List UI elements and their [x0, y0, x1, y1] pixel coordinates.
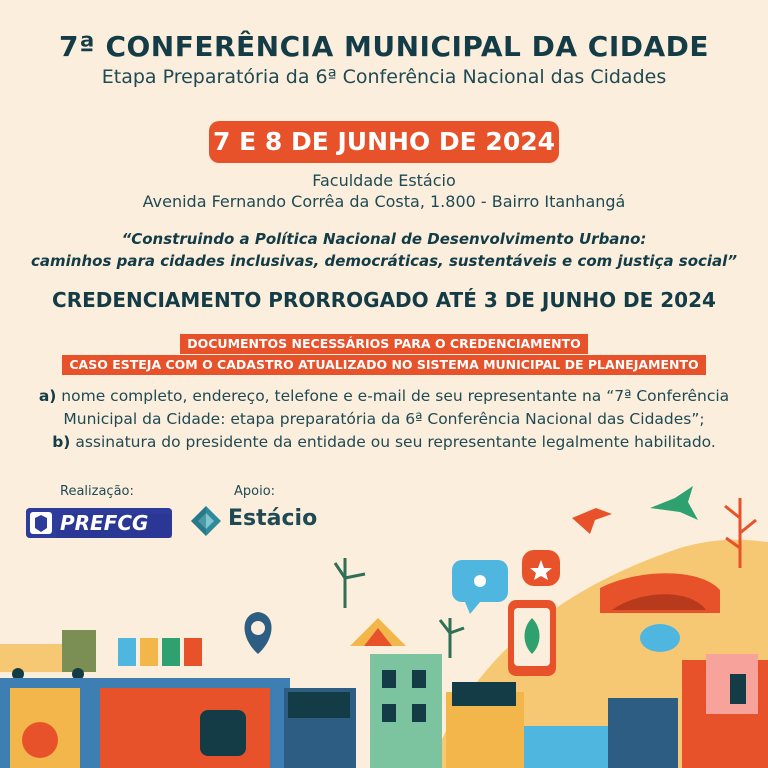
apoio-label: Apoio: [234, 484, 276, 499]
location-pin-icon [245, 612, 272, 654]
page-subtitle: Etapa Preparatória da 6ª Conferência Nacional das Cidades [101, 66, 667, 88]
venue-address: Avenida Fernando Corrêa da Costa, 1.800 - Bairro Itanhangá [142, 192, 626, 211]
smartphone-icon [508, 600, 556, 676]
documents-banner [0, 333, 768, 375]
documents-banner-line-2: CASO ESTEJA COM O CADASTRO ATUALIZADO NO SISTEMA MUNICIPAL DE PLANEJAMENTO [62, 355, 705, 375]
requirement-a-continued: Municipal da Cidade: etapa preparatória da 6ª Conferência Nacional das Cidades”; [63, 410, 705, 428]
cloud-icon [640, 624, 680, 652]
prefcg-logo-text: PREFCG [60, 511, 149, 535]
realizacao-label: Realização: [60, 484, 134, 499]
city-illustration [0, 478, 768, 768]
venue-block [0, 170, 768, 212]
requirement-a-marker: a) [38, 387, 57, 405]
requirements-list [20, 385, 748, 454]
theme-line-2: caminhos para cidades inclusivas, democráticas, sustentáveis e com justiça social” [31, 252, 737, 270]
tent-icon [350, 618, 406, 646]
documents-banner-line-1: DOCUMENTOS NECESSÁRIOS PARA O CREDENCIAMENTO [180, 334, 587, 354]
requirement-a [20, 385, 748, 408]
theme-line-1: “Construindo a Política Nacional de Desenvolvimento Urbano: [121, 230, 647, 248]
event-date-badge: 7 E 8 DE JUNHO DE 2024 [209, 121, 559, 163]
theme-quote [0, 228, 768, 272]
recycling-bins-icon [118, 638, 202, 666]
page-title: 7ª CONFERÊNCIA MUNICIPAL DA CIDADE [58, 30, 710, 63]
bird-icon [572, 486, 698, 534]
truck-icon [0, 630, 96, 680]
requirement-b [20, 431, 748, 454]
requirement-b-marker: b) [52, 433, 71, 451]
requirement-a-text-1: nome completo, endereço, telefone e e-mail de seu representante na “7ª Conferência [61, 387, 730, 405]
venue-name: Faculdade Estácio [312, 171, 456, 190]
credentialing-headline: CREDENCIAMENTO PRORROGADO ATÉ 3 DE JUNHO DE 2024 [52, 288, 716, 312]
estacio-logo-text: Estácio [228, 506, 318, 531]
requirement-b-text: assinatura do presidente da entidade ou seu representante legalmente habilitado. [75, 433, 716, 451]
